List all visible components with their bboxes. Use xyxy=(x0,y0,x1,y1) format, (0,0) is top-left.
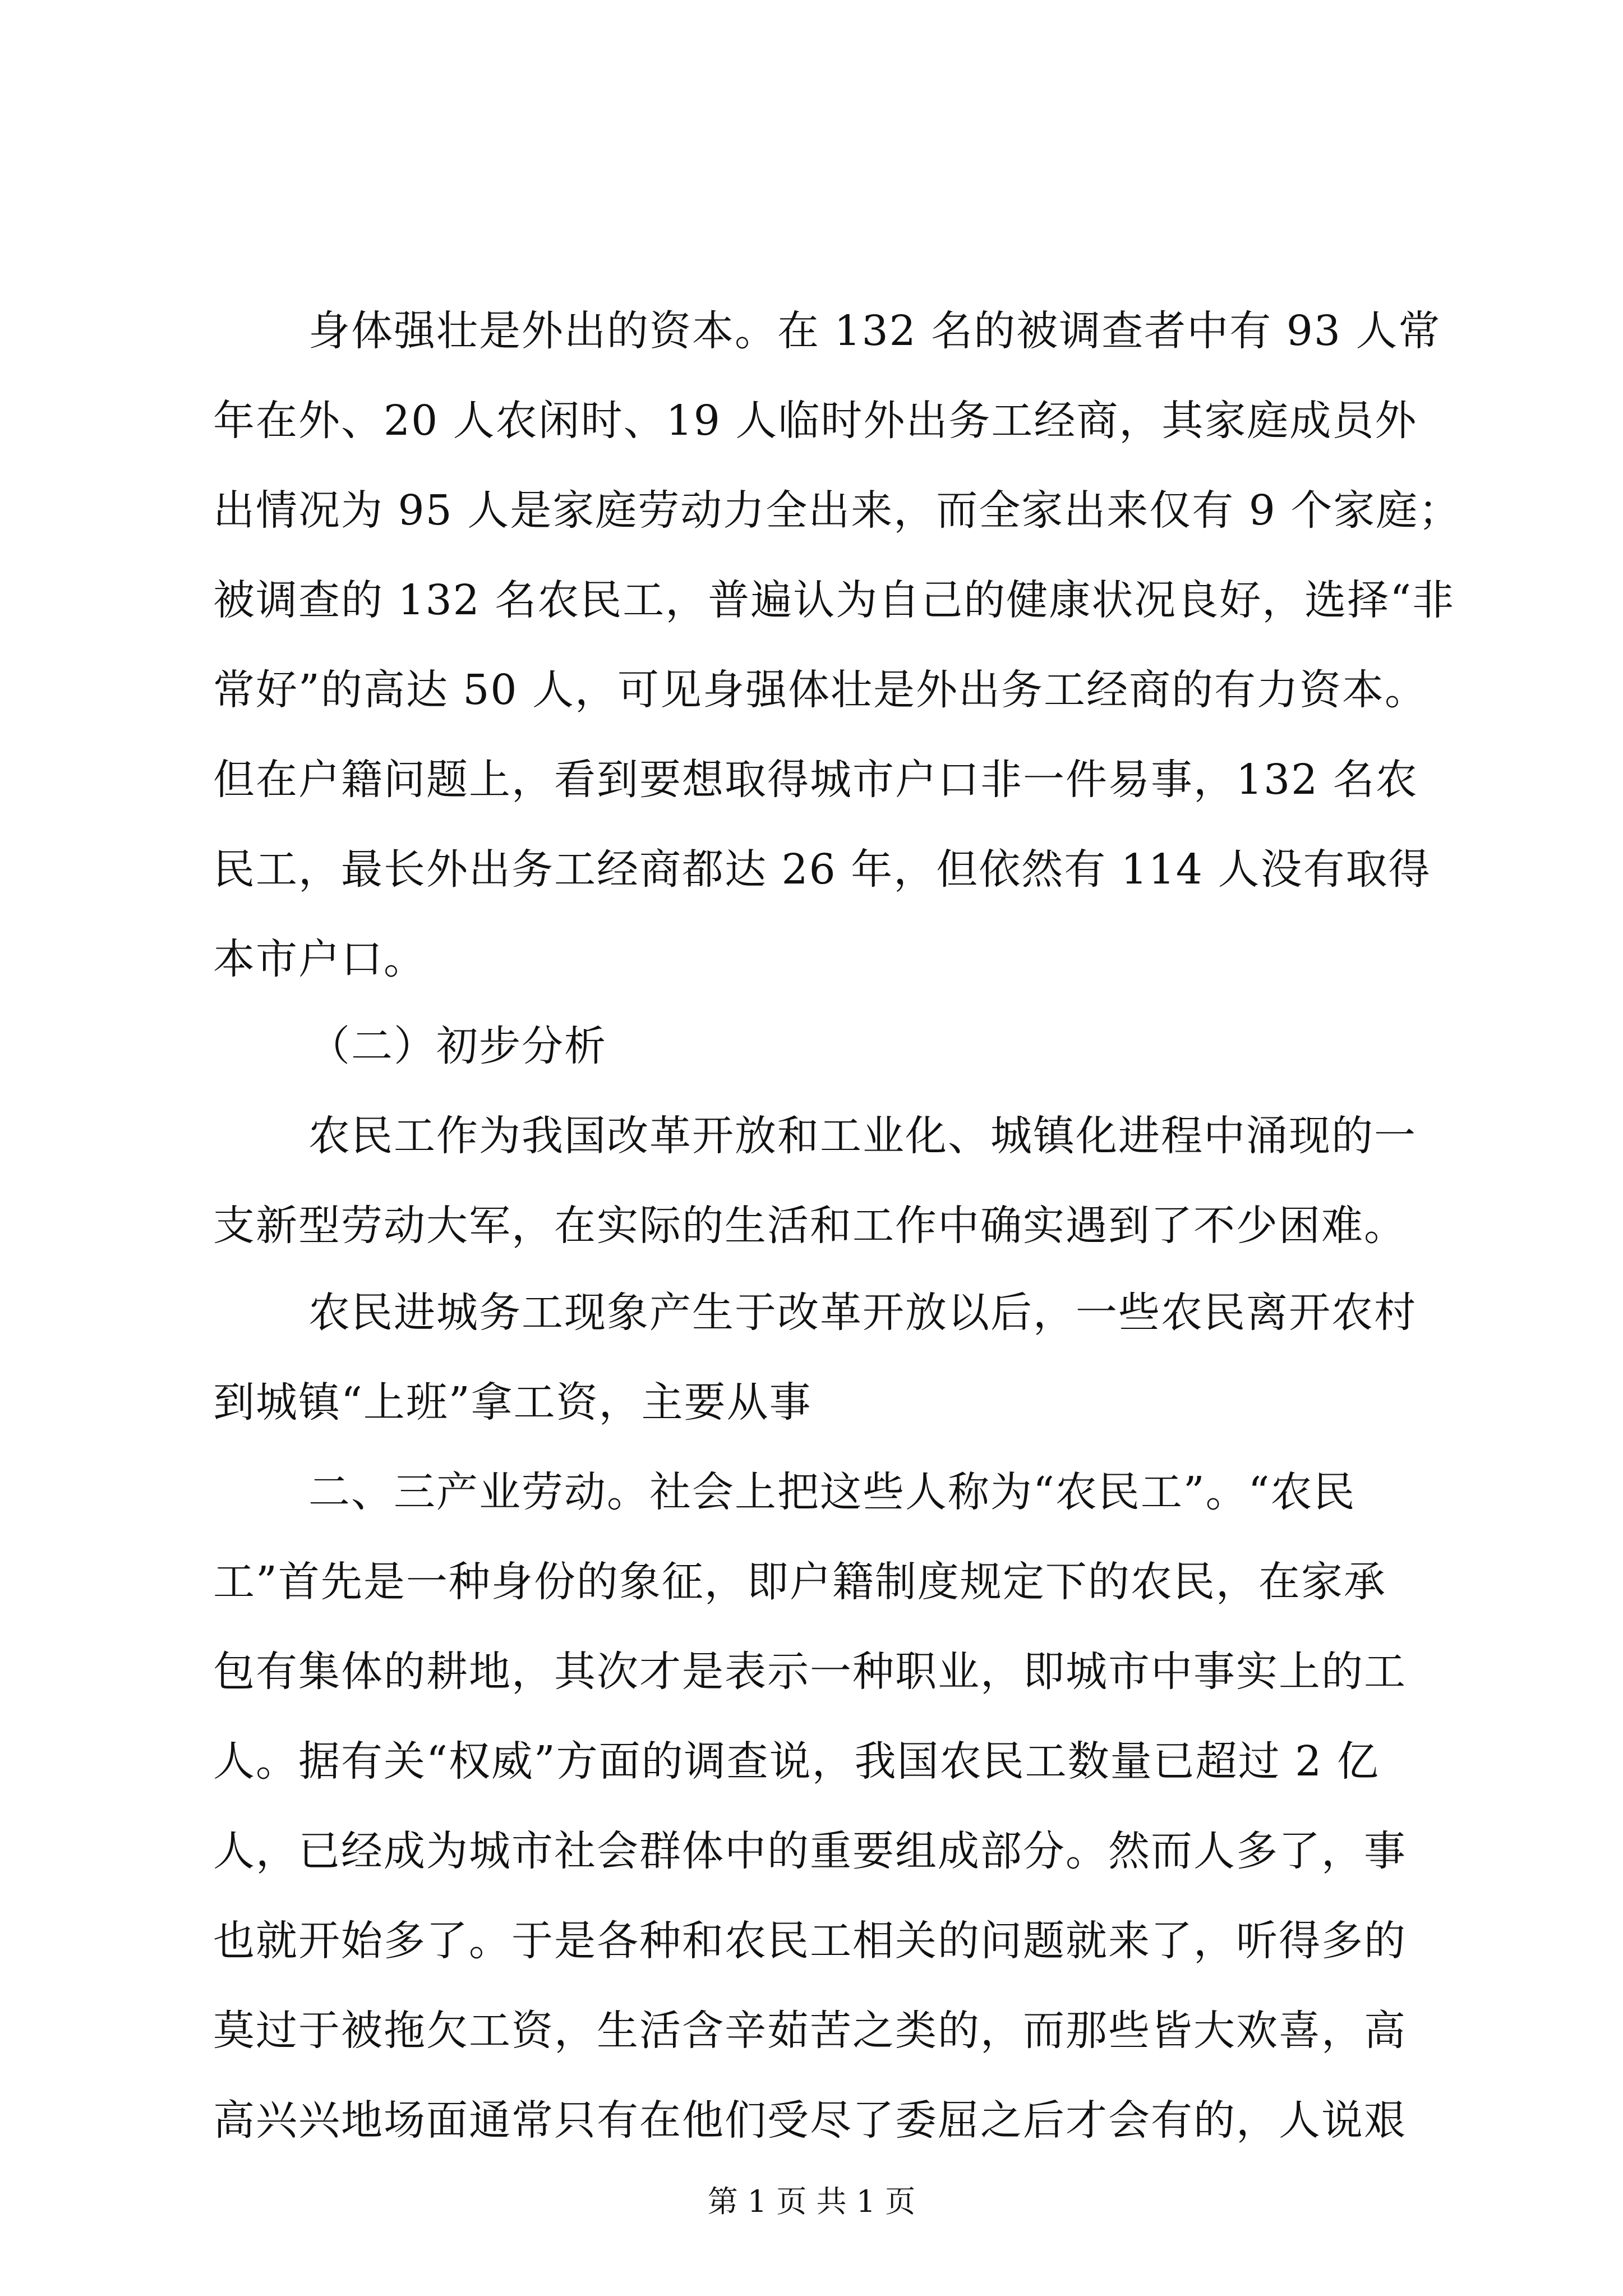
paragraph-4-line-4: 人。据有关“权威”方面的调查说，我国农民工数量已超过 2 亿 xyxy=(213,1737,1380,1786)
paragraph-4-line-3: 包有集体的耕地，其次才是表示一种职业，即城市中事实上的工 xyxy=(213,1648,1407,1696)
page-footer: 第 1 页 共 1 页 xyxy=(707,2184,916,2219)
paragraph-1-line-2: 年在外、20 人农闲时、19 人临时外出务工经商，其家庭成员外 xyxy=(213,397,1418,445)
paragraph-4-line-1: 二、三产业劳动。社会上把这些人称为“农民工”。“农民 xyxy=(308,1468,1356,1516)
paragraph-1-line-7: 民工，最长外出务工经商都达 26 年，但依然有 114 人没有取得 xyxy=(213,845,1431,894)
paragraph-2-line-1: 农民工作为我国改革开放和工业化、城镇化进程中涌现的一 xyxy=(308,1112,1417,1160)
paragraph-4-line-2: 工”首先是一种身份的象征，即户籍制度规定下的农民，在家承 xyxy=(213,1558,1386,1606)
paragraph-1-line-5: 常好”的高达 50 人，可见身强体壮是外出务工经商的有力资本。 xyxy=(213,666,1428,714)
paragraph-1-line-8: 本市户口。 xyxy=(213,935,426,983)
paragraph-1-line-4: 被调查的 132 名农民工，普遍认为自己的健康状况良好，选择“非 xyxy=(213,576,1455,624)
paragraph-2-line-2: 支新型劳动大军，在实际的生活和工作中确实遇到了不少困难。 xyxy=(213,1202,1407,1250)
paragraph-3-line-1: 农民进城务工现象产生于改革开放以后，一些农民离开农村 xyxy=(308,1289,1417,1337)
paragraph-1-line-6: 但在户籍问题上，看到要想取得城市户口非一件易事，132 名农 xyxy=(213,756,1418,804)
paragraph-4-line-6: 也就开始多了。于是各种和农民工相关的问题就来了，听得多的 xyxy=(213,1917,1407,1965)
paragraph-1-line-3: 出情况为 95 人是家庭劳动力全出来，而全家出来仅有 9 个家庭； xyxy=(213,486,1461,535)
paragraph-4-line-7: 莫过于被拖欠工资，生活含辛茹苦之类的，而那些皆大欢喜，高 xyxy=(213,2007,1407,2055)
paragraph-3-line-2: 到城镇“上班”拿工资，主要从事 xyxy=(213,1378,812,1427)
paragraph-4-line-5: 人，已经成为城市社会群体中的重要组成部分。然而人多了，事 xyxy=(213,1827,1407,1875)
section-heading: （二）初步分析 xyxy=(308,1022,607,1070)
paragraph-4-line-8: 高兴兴地场面通常只有在他们受尽了委屈之后才会有的，人说艰 xyxy=(213,2096,1407,2145)
paragraph-1-line-1: 身体强壮是外出的资本。在 132 名的被调查者中有 93 人常 xyxy=(308,307,1441,355)
